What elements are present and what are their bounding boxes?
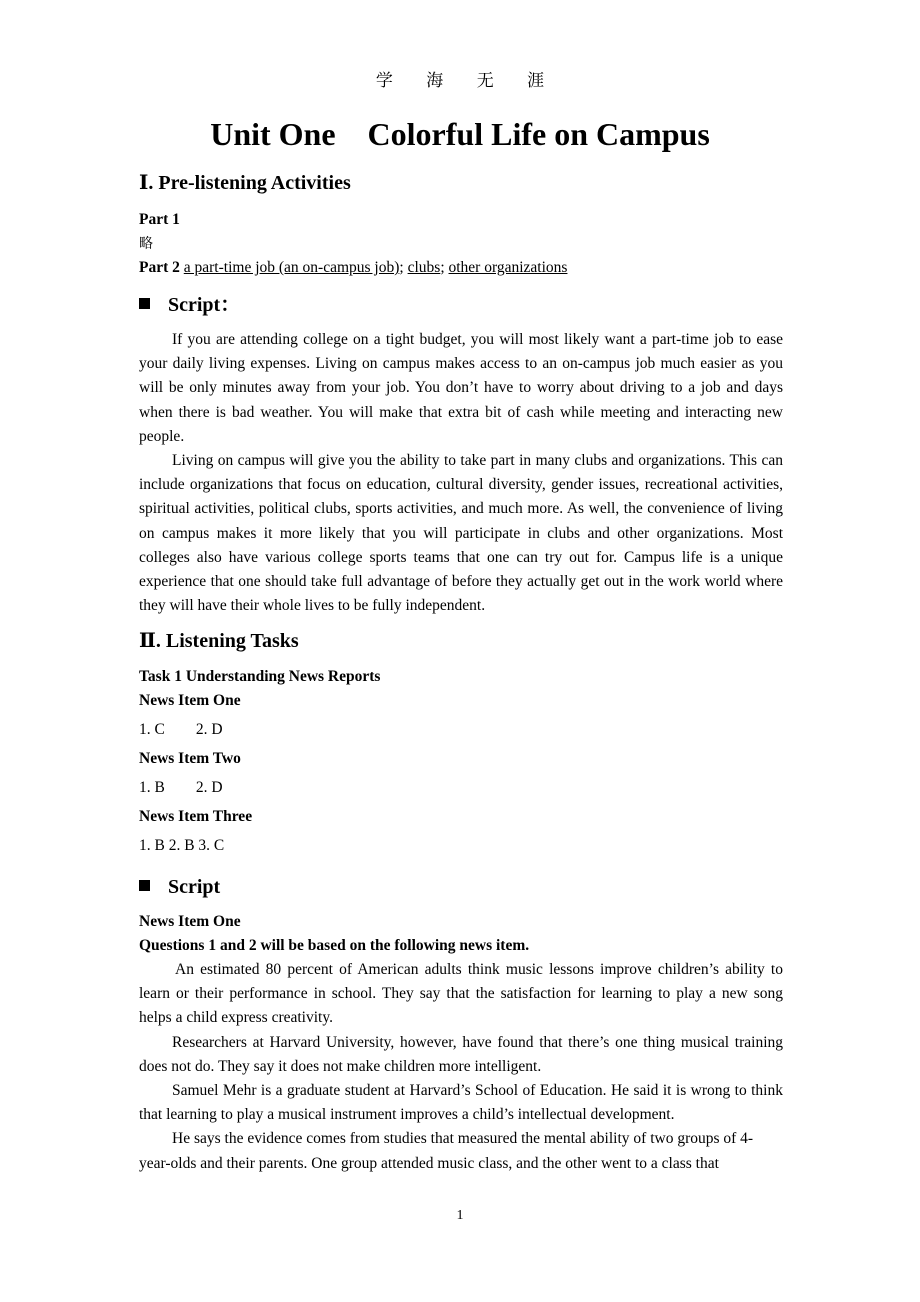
separator: ; xyxy=(399,259,408,276)
page-number: 1 xyxy=(456,1208,464,1223)
news-item-label: News Item One xyxy=(139,692,241,709)
part2-answer-3: other organizations xyxy=(448,259,568,276)
script2-questions: Questions 1 and 2 will be based on the following news item. xyxy=(139,937,530,954)
news-item-label: News Item Three xyxy=(139,808,253,825)
script1-paragraph: If you are attending college on a tight budget, you will most likely want a part-time job to ease your daily living expenses. Living on campus makes access to an on-campus job much easier as you will be only minutes away from your job. You don’t have to worry about driving to a job and days when there is bad weather. You will make that extra bit of cash while meeting and interacting new people. xyxy=(139,331,783,445)
task1-block xyxy=(139,665,783,858)
task1-title: Task 1 Understanding News Reports xyxy=(139,668,381,685)
script2-paragraph: He says the evidence comes from studies that measured the mental ability of two groups of 4-year-olds and their parents. One group attended music class, and the other went to a class that xyxy=(139,1130,754,1172)
page-header: 学 海 无 涯 xyxy=(375,71,559,91)
square-bullet-icon xyxy=(139,880,150,891)
section-listening-tasks xyxy=(139,628,783,654)
section-heading-pre-listening: Ⅰ. Pre-listening Activities xyxy=(139,172,351,194)
news-item-answers: 1. C 2. D xyxy=(139,721,223,738)
parts-block xyxy=(139,208,783,280)
script1-paragraph: Living on campus will give you the ability to take part in many clubs and organizations. This can include organizations that focus on education, cultural diversity, gender issues, recreational activities, spiritual activities, political clubs, sports activities, and much more. As well, the convenience of living on campus makes it more likely that you will participate in clubs and other organizations. Most colleges also have various college sports teams that one can try out for. Campus life is a unique experience that one should take full advantage of before they actually get out in the work world where they will have their whole lives to be fully independent. xyxy=(139,452,783,615)
section-pre-listening xyxy=(139,170,783,196)
script1-heading: Script： xyxy=(139,292,783,318)
script2-text xyxy=(139,910,783,1176)
script2-item-label: News Item One xyxy=(139,913,241,930)
script1-heading-block xyxy=(139,292,783,318)
part1-content: 略 xyxy=(139,236,153,252)
part2-label: Part 2 xyxy=(139,259,180,276)
part2-answer-1: a part-time job (an on-campus job) xyxy=(183,259,400,276)
page-title: Unit One Colorful Life on Campus xyxy=(210,116,710,152)
news-item-label: News Item Two xyxy=(139,750,241,767)
script2-paragraph: Researchers at Harvard University, however, have found that there’s one thing musical training does not do. They say it does not make children more intelligent. xyxy=(139,1033,783,1075)
separator: ; xyxy=(440,259,449,276)
section-heading-listening-tasks: Ⅱ. Listening Tasks xyxy=(139,630,299,652)
script2-heading-block xyxy=(139,874,783,900)
news-item-answers: 1. B 2. B 3. C xyxy=(139,837,225,854)
script2-paragraph: An estimated 80 percent of American adults think music lessons improve children’s ability to learn or their performance in school. They say that the satisfaction for learning to play a new song helps a child express creativity. xyxy=(139,961,783,1027)
part1-label: Part 1 xyxy=(139,211,180,228)
news-item-answers: 1. B 2. D xyxy=(139,779,223,796)
script2-heading: Script xyxy=(139,874,783,900)
script2-paragraph: Samuel Mehr is a graduate student at Harvard’s School of Education. He said it is wrong to think that learning to play a musical instrument improves a child’s intellectual development. xyxy=(139,1082,783,1124)
part2-answer-2: clubs xyxy=(407,259,441,276)
part2-line xyxy=(139,256,783,280)
script1-text xyxy=(139,328,783,618)
square-bullet-icon xyxy=(139,298,150,309)
